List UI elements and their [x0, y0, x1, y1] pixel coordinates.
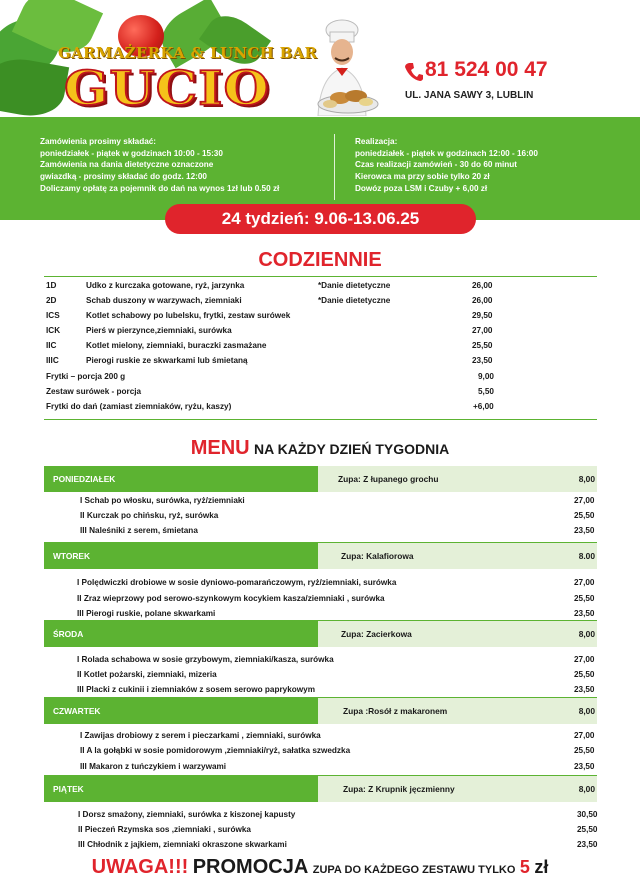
delivery-info — [355, 136, 538, 195]
soup-price: 8,00 — [578, 784, 595, 794]
phone-icon — [405, 62, 423, 82]
info-line: poniedziałek - piątek w godzinach 10:00 - 15:30 — [40, 148, 223, 158]
item-code: 1D — [46, 281, 57, 290]
info-line: Czas realizacji zamówień - 30 do 60 minut — [355, 160, 517, 170]
soup-price: 8,00 — [578, 706, 595, 716]
dish-price: 25,50 — [574, 594, 595, 603]
soup-price: 8,00 — [578, 629, 595, 639]
soup-name: Zupa: Kalafiorowa — [341, 551, 414, 561]
item-note: *Danie dietetyczne — [318, 281, 391, 290]
item-price: 26,00 — [472, 296, 493, 305]
dish-price: 27,00 — [574, 496, 595, 505]
menu-title — [0, 437, 640, 460]
dish-name: III Naleśniki z serem, śmietana — [80, 526, 198, 535]
item-name: Pierś w pierzynce,ziemniaki, surówka — [86, 326, 232, 335]
extra-price: 9,00 — [478, 372, 494, 381]
dish — [80, 526, 598, 538]
dish-name: III Pierogi ruskie, polane skwarkami — [77, 609, 216, 618]
info-line: gwiazdką - prosimy składać do godz. 12:00 — [40, 172, 207, 182]
week-banner: 24 tydzień: 9.06-13.06.25 — [165, 204, 476, 234]
dish-price: 23,50 — [574, 762, 595, 771]
dish — [78, 825, 601, 837]
item-price: 29,50 — [472, 311, 493, 320]
dish-price: 23,50 — [574, 685, 595, 694]
soup-bar-friday — [318, 776, 597, 802]
dish-name: III Chłodnik z jajkiem, ziemniaki okraszone skwarkami — [78, 840, 287, 849]
item-code: ICS — [46, 311, 60, 320]
extra-item — [46, 402, 596, 414]
day-header-friday: PIĄTEK — [44, 776, 318, 802]
day-header-thursday: CZWARTEK — [44, 698, 318, 724]
dish-name: II Zraz wieprzowy pod serowo-szynkowym kocykiem kasza/ziemniaki , surówka — [77, 594, 385, 603]
item-name: Schab duszony w warzywach, ziemniaki — [86, 296, 242, 305]
promo-label: PROMOCJA — [192, 856, 309, 878]
soup-name: Zupa :Rosół z makaronem — [343, 706, 448, 716]
daily-item — [46, 341, 596, 353]
dish — [80, 746, 598, 758]
address: UL. JANA SAWY 3, LUBLIN — [405, 90, 534, 101]
info-line: poniedziałek - piątek w godzinach 12:00 - 16:00 — [355, 148, 538, 158]
daily-item — [46, 296, 596, 308]
info-divider — [334, 134, 335, 200]
soup-price: 8,00 — [578, 474, 595, 484]
info-line: Kierowca ma przy sobie tylko 20 zł — [355, 172, 490, 182]
dish — [77, 655, 598, 667]
soup-name: Zupa: Z łupanego grochu — [338, 474, 439, 484]
menu-title-sub: NA KAŻDY DZIEŃ TYGODNIA — [254, 441, 450, 457]
dish-name: I Dorsz smażony, ziemniaki, surówka z kiszonej kapusty — [78, 810, 296, 819]
dish-price: 23,50 — [574, 609, 595, 618]
soup-bar-monday — [318, 466, 597, 492]
dish-price: 27,00 — [574, 655, 595, 664]
extra-item — [46, 372, 596, 384]
dish-price: 25,50 — [574, 511, 595, 520]
daily-item — [46, 311, 596, 323]
info-line: Dowóz poza LSM i Czuby + 6,00 zł — [355, 183, 488, 193]
extra-price: +6,00 — [473, 402, 494, 411]
item-name: Kotlet mielony, ziemniaki, buraczki zasmażane — [86, 341, 267, 350]
info-line: Zamówienia prosimy składać: — [40, 137, 157, 146]
dish — [77, 578, 598, 590]
logo: GUCIO — [64, 61, 270, 116]
extra-name: Zestaw surówek - porcja — [46, 387, 142, 396]
item-name: Udko z kurczaka gotowane, ryż, jarzynka — [86, 281, 245, 290]
logo-subtitle: GARMAŻERKA & LUNCH BAR — [58, 44, 318, 62]
dish-price: 23,50 — [574, 526, 595, 535]
item-price: 23,50 — [472, 356, 493, 365]
item-note: *Danie dietetyczne — [318, 296, 391, 305]
dish-name: I Zawijas drobiowy z serem i pieczarkami , ziemniaki, surówka — [80, 731, 321, 740]
dish-name: II Kurczak po chińsku, ryż, surówka — [80, 511, 219, 520]
dish-price: 27,00 — [574, 731, 595, 740]
day-header-wednesday: ŚRODA — [44, 621, 318, 647]
dish — [78, 840, 601, 852]
dish-price: 25,50 — [574, 670, 595, 679]
dish-price: 27,00 — [574, 578, 595, 587]
dish — [78, 810, 601, 822]
divider — [44, 276, 597, 277]
dish-price: 23,50 — [577, 840, 598, 849]
dish — [80, 731, 598, 743]
item-price: 25,50 — [472, 341, 493, 350]
dish-name: III Placki z cukinii i ziemniaków z sosem serowo paprykowym — [77, 685, 315, 694]
item-code: IIC — [46, 341, 57, 350]
dish-name: I Schab po włosku, surówka, ryż/ziemniaki — [80, 496, 245, 505]
extra-item — [46, 387, 596, 399]
dish-name: II Pieczeń Rzymska sos ,ziemniaki , surówka — [78, 825, 251, 834]
divider — [44, 419, 597, 420]
promo-price: 5 — [519, 857, 530, 877]
header — [0, 0, 640, 120]
dish-name: II A la gołąbki w sosie pomidorowym ,ziemniaki/ryż, sałatka szwedzka — [80, 746, 351, 755]
daily-item — [46, 356, 596, 368]
menu-title-main: MENU — [190, 437, 250, 459]
dish-price: 25,50 — [577, 825, 598, 834]
extra-name: Frytki – porcja 200 g — [46, 372, 126, 381]
promo-text: ZUPA DO KAŻDEGO ZESTAWU TYLKO — [312, 864, 516, 876]
item-code: 2D — [46, 296, 57, 305]
dish-name: III Makaron z tuńczykiem i warzywami — [80, 762, 227, 771]
phone-number[interactable]: 81 524 00 47 — [425, 58, 548, 81]
soup-price: 8.00 — [578, 551, 595, 561]
promo-warning: UWAGA!!! — [91, 856, 189, 878]
lettuce-leaf-icon — [0, 53, 69, 121]
chef-icon — [300, 14, 382, 116]
dish-price: 30,50 — [577, 810, 598, 819]
day-header-tuesday: WTOREK — [44, 543, 318, 569]
soup-bar-thursday — [318, 698, 597, 724]
info-line: Zamówienia na dania dietetyczne oznaczone — [40, 160, 214, 170]
ordering-info — [40, 136, 279, 195]
item-price: 27,00 — [472, 326, 493, 335]
promo-footer — [0, 856, 640, 879]
item-code: IIIC — [46, 356, 59, 365]
daily-item — [46, 326, 596, 338]
dish — [77, 670, 598, 682]
dish-name: I Polędwiczki drobiowe w sosie dyniowo-pomarańczowym, ryż/ziemniaki, surówka — [77, 578, 397, 587]
dish — [77, 685, 598, 697]
promo-currency: zł — [534, 857, 549, 877]
dish — [80, 511, 598, 523]
info-line: Realizacja: — [355, 137, 398, 146]
daily-item — [46, 281, 596, 293]
dish — [77, 594, 598, 606]
day-header-monday: PONIEDZIAŁEK — [44, 466, 318, 492]
dish-price: 25,50 — [574, 746, 595, 755]
daily-title: CODZIENNIE — [258, 249, 382, 271]
item-code: ICK — [46, 326, 61, 335]
soup-bar-tuesday — [318, 543, 597, 569]
soup-name: Zupa: Zacierkowa — [341, 629, 412, 639]
dish — [80, 496, 598, 508]
soup-bar-wednesday — [318, 621, 597, 647]
dish-name: II Kotlet pożarski, ziemniaki, mizeria — [77, 670, 217, 679]
extra-price: 5,50 — [478, 387, 494, 396]
item-name: Pierogi ruskie ze skwarkami lub śmietaną — [86, 356, 248, 365]
dish-name: I Rolada schabowa w sosie grzybowym, ziemniaki/kasza, surówka — [77, 655, 334, 664]
info-line: Doliczamy opłatę za pojemnik do dań na wynos 1zł lub 0.50 zł — [40, 183, 280, 193]
dish — [80, 762, 598, 774]
extra-name: Frytki do dań (zamiast ziemniaków, ryżu, kaszy) — [46, 402, 232, 411]
item-name: Kotlet schabowy po lubelsku, frytki, zestaw surówek — [86, 311, 291, 320]
soup-name: Zupa: Z Krupnik jęczmienny — [343, 784, 455, 794]
item-price: 26,00 — [472, 281, 493, 290]
